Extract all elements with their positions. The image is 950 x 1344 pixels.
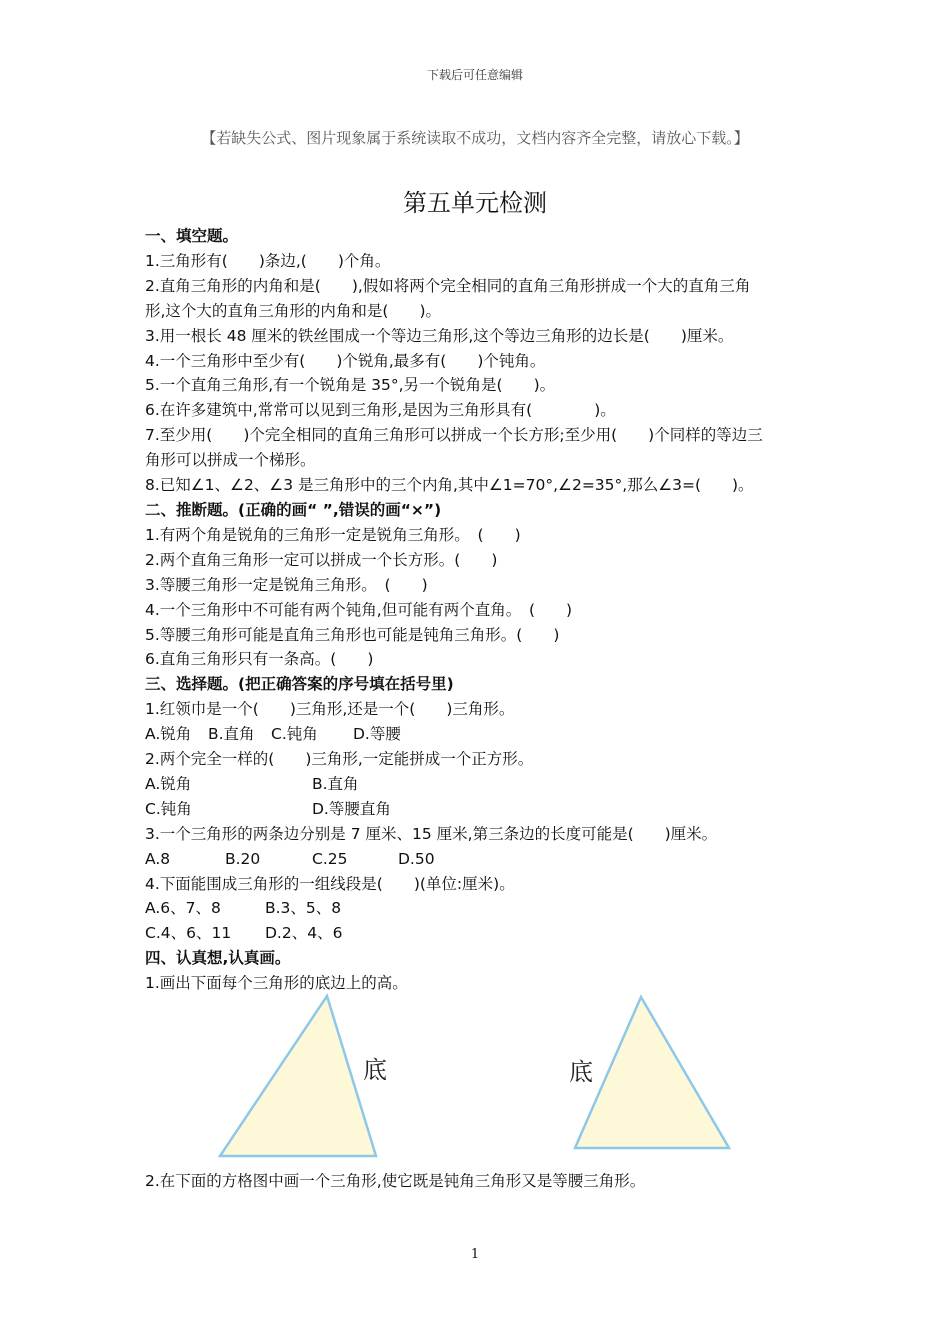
s1-line: 1.三角形有( )条边,( )个角。 bbox=[145, 251, 391, 270]
s1-line: 6.在许多建筑中,常常可以见到三角形,是因为三角形具有( )。 bbox=[145, 401, 616, 420]
s1-line: 形,这个大的直角三角形的内角和是( )。 bbox=[145, 301, 442, 320]
s2-line: 3.等腰三角形一定是锐角三角形。 ( ) bbox=[145, 575, 428, 594]
s1-line: 2.直角三角形的内角和是( ),假如将两个完全相同的直角三角形拼成一个大的直角三角 bbox=[145, 276, 751, 295]
s1-line: 7.至少用( )个完全相同的直角三角形可以拼成一个长方形;至少用( )个同样的等边三 bbox=[145, 426, 763, 445]
option: B.20 bbox=[225, 849, 261, 868]
option: C.25 bbox=[312, 849, 348, 868]
s3-q2-options bbox=[145, 797, 810, 822]
s1-line: 3.用一根长 48 厘米的铁丝围成一个等边三角形,这个等边三角形的边长是( )厘米。 bbox=[145, 326, 734, 345]
s3-q2-options bbox=[145, 772, 810, 797]
page-number: 1 bbox=[470, 1247, 480, 1262]
s4-question-2: 2.在下面的方格图中画一个三角形,使它既是钝角三角形又是等腰三角形。 bbox=[145, 1172, 646, 1190]
s3-question-4: 4.下面能围成三角形的一组线段是( )(单位:厘米)。 bbox=[145, 874, 515, 893]
triangles-figure bbox=[145, 990, 810, 1160]
s3-question-3: 3.一个三角形的两条边分别是 7 厘米、15 厘米,第三条边的长度可能是( )厘米。 bbox=[145, 824, 718, 843]
section-3-heading: 三、选择题。(把正确答案的序号填在括号里) bbox=[145, 675, 454, 694]
triangles-svg bbox=[145, 990, 810, 1160]
option: D.2、4、6 bbox=[265, 924, 343, 943]
s2-line: 5.等腰三角形可能是直角三角形也可能是钝角三角形。( ) bbox=[145, 625, 560, 644]
option: C.钝角 bbox=[145, 799, 192, 818]
s3-question-2: 2.两个完全一样的( )三角形,一定能拼成一个正方形。 bbox=[145, 750, 534, 769]
s1-line: 4.一个三角形中至少有( )个锐角,最多有( )个钝角。 bbox=[145, 351, 546, 370]
s1-line: 5.一个直角三角形,有一个锐角是 35°,另一个锐角是( )。 bbox=[145, 376, 556, 395]
triangle-2 bbox=[575, 997, 729, 1148]
s2-line: 6.直角三角形只有一条高。( ) bbox=[145, 650, 374, 669]
download-notice: 【若缺失公式、图片现象属于系统读取不成功，文档内容齐全完整，请放心下载。】 bbox=[201, 129, 749, 147]
s1-line: 8.已知∠1、∠2、∠3 是三角形中的三个内角,其中∠1=70°,∠2=35°,那么∠3=( )。 bbox=[145, 476, 754, 495]
s2-line: 4.一个三角形中不可能有两个钝角,但可能有两个直角。 ( ) bbox=[145, 600, 573, 619]
page-title: 第五单元检测 bbox=[403, 189, 547, 217]
s3-q4-options bbox=[145, 921, 810, 946]
s3-question-1: 1.红领巾是一个( )三角形,还是一个( )三角形。 bbox=[145, 700, 515, 719]
option: D.50 bbox=[398, 849, 435, 868]
option: B.直角 bbox=[208, 725, 255, 744]
option: A.6、7、8 bbox=[145, 899, 221, 918]
s3-q4-options bbox=[145, 896, 810, 921]
option: B.3、5、8 bbox=[265, 899, 342, 918]
section-2-heading: 二、推断题。(正确的画“ ”,错误的画“×”) bbox=[145, 500, 442, 519]
base-label-1: 底 bbox=[363, 1056, 387, 1084]
option: C.钝角 bbox=[271, 725, 318, 744]
s3-q1-options bbox=[145, 722, 810, 747]
section-1-heading: 一、填空题。 bbox=[145, 227, 239, 245]
option: A.8 bbox=[145, 849, 171, 868]
option: B.直角 bbox=[312, 774, 359, 793]
option: A.锐角 bbox=[145, 774, 192, 793]
option: C.4、6、11 bbox=[145, 924, 232, 943]
header-note: 下载后可任意编辑 bbox=[426, 68, 523, 82]
option: D.等腰直角 bbox=[312, 799, 391, 818]
s2-line: 2.两个直角三角形一定可以拼成一个长方形。( ) bbox=[145, 550, 498, 569]
s1-line: 角形可以拼成一个梯形。 bbox=[145, 451, 316, 470]
triangle-1 bbox=[220, 996, 376, 1156]
exam-content bbox=[145, 224, 810, 996]
s3-q3-options bbox=[145, 847, 810, 872]
s4-question-1: 1.画出下面每个三角形的底边上的高。 bbox=[145, 974, 408, 993]
option: D.等腰 bbox=[353, 725, 401, 744]
section-4-heading: 四、认真想,认真画。 bbox=[145, 949, 291, 968]
base-label-2: 底 bbox=[569, 1058, 593, 1086]
option: A.锐角 bbox=[145, 725, 192, 744]
s2-line: 1.有两个角是锐角的三角形一定是锐角三角形。 ( ) bbox=[145, 525, 521, 544]
